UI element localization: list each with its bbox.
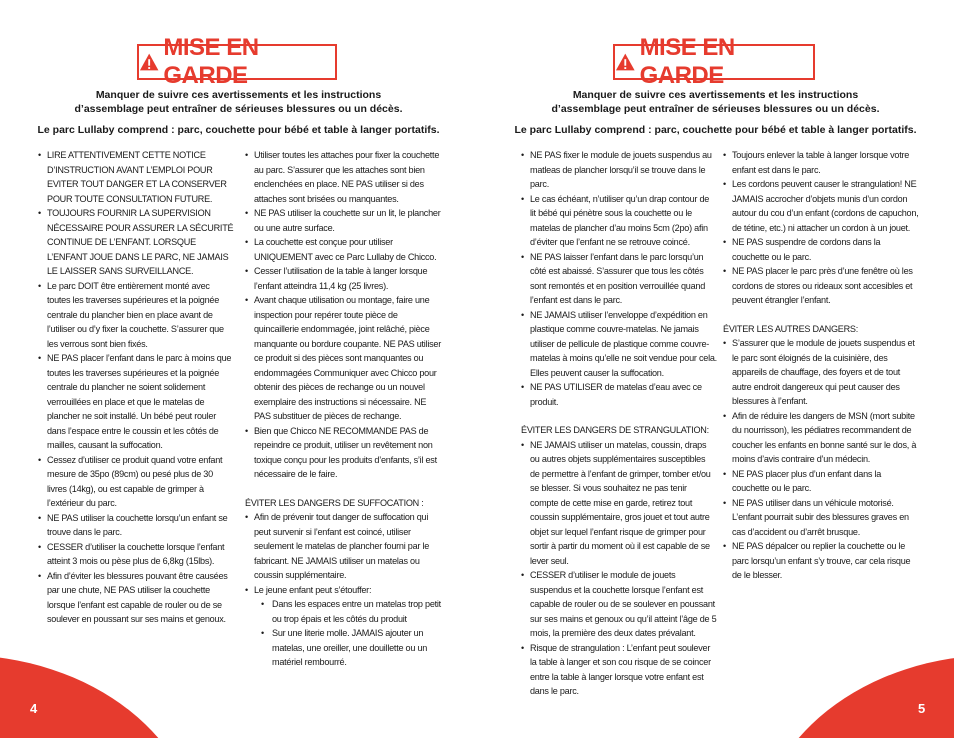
list-item: • NE PAS placer le parc près d’une fenêtre où les cordons de stores ou rideaux sont accesibles et peuvent étrangler l’enfant. [723,264,919,308]
list-item: • TOUJOURS FOURNIR LA SUPERVISION NÉCESSAIRE POUR ASSURER LA SÉCURITÉ CONTINUE DE L’ENFANT. LORSQUE L’ENFANT JOUE DANS LE PARC, NE JAMAIS LE LAISSER SANS SURVEILLANCE. [38,206,234,279]
sub-list-item: • Sur une literie molle. JAMAIS ajouter un matelas, une oreiller, une douillette ou un matériel rembourré. [261,626,441,670]
list-item: • Avant chaque utilisation ou montage, faire une inspection pour repérer toute pièce de quincaillerie endommagée, joint relâché, pièce manquante ou bordure coupante. NE PAS utiliser ce produit si des pièces sont manquantes ou endommagées Communiquer avec Chicco pour obtenir des pièces de rechange ou un nouvel exemplaire des instructions si nécessaire. NE PAS substituer de pièces de rechange. [245,293,441,424]
list-item: • NE PAS suspendre de cordons dans la couchette ou le parc. [723,235,919,264]
page-number: 5 [918,701,926,716]
list-item: • Toujours enlever la table à langer lorsque votre enfant est dans le parc. [723,148,919,177]
list-item: • Cessez d’utiliser ce produit quand votre enfant mesure de 35po (89cm) ou pesé plus de 30 livres (14kg), ou est capable de grimper à l’extérieur du parc. [38,453,234,511]
list-item: • Risque de strangulation : L’enfant peut soulever la table à langer et son cou risque de se coincer entre la table à langer lorsque votre enfant est dans le parc. [521,641,717,699]
list-item: • Les cordons peuvent causer le strangulation! NE JAMAIS accrocher d’objets munis d’un cordon autour du cou d’un enfant (cordons de capuchon, de tétine, etc.) ni attacher un cordon à un jouet. [723,177,919,235]
list-item: • Afin de réduire les dangers de MSN (mort subite du nourrisson), les pédiatres recommandent de coucher les enfants en bonne santé sur le dos, à moins d’avis contraire d’un médecin. [723,409,919,467]
list-item: • NE PAS placer plus d’un enfant dans la couchette ou le parc. [723,467,919,496]
warning-banner [137,34,337,89]
list-item: • Afin d’éviter les blessures pouvant être causées par une chute, NE PAS utiliser la couchette lorsque l’enfant est capable de rouler ou de se soulever en poussant sur ses mains et genoux. [38,569,234,627]
intro-line: Manquer de suivre ces avertissements et les instructions [95,89,382,101]
list-item: • NE PAS utiliser la couchette sur un lit, le plancher ou une autre surface. [245,206,441,235]
warning-triangle-icon [615,52,636,72]
list-item [245,583,441,670]
list-item: • Bien que Chicco NE RECOMMANDE PAS de repeindre ce produit, utiliser un revêtement non toxique conçu pour les produits d’enfants, s’il est nécessaire de le faire. [245,424,441,482]
section-heading: ÉVITER LES DANGERS DE SUFFOCATION : [245,497,424,508]
list-item: • Afin de prévenir tout danger de suffocation qui peut survenir si l’enfant est coincé, utiliser seulement le matelas de plancher fourni par le fabricant. NE JAMAIS utiliser un matelas ou coussin supplémentaire. [245,510,441,583]
list-item: • La couchette est conçue pour utiliser UNIQUEMENT avec ce Parc Lullaby de Chicco. [245,235,441,264]
intro-line: Manquer de suivre ces avertissements et les instructions [572,89,859,101]
list-item: • Le cas échéant, n’utiliser qu’un drap contour de lit bébé qui pénètre sous la couchette ou le matelas de plancher d’au moins 5cm (2po) afin d’éviter que l’enfant ne se retrouve coincé. [521,192,717,250]
list-item: • LIRE ATTENTIVEMENT CETTE NOTICE D’INSTRUCTION AVANT L’EMPLOI POUR EVITER TOUT DANGER ET LA CONSERVER POUR TOUTE CONSULTATION FUTURE. [38,148,234,206]
list-item: • CESSER d’utiliser le module de jouets suspendus et la couchette lorsque l’enfant est capable de rouler ou de se soulever en poussant sur ses mains et genoux ou qu’il atteint l’âge de 5 mois, la première des deux dates prévalant. [521,568,717,641]
list-item: • Le parc DOIT être entièrement monté avec toutes les traverses supérieures et la poignée centrale du plancher bien en place avant de l’utiliser ou d’y fixer la couchette. S’assurer que les verrous sont bien fixés. [38,279,234,352]
list-item: • NE PAS utiliser la couchette lorsqu’un enfant se trouve dans le parc. [38,511,234,540]
list-item: • NE PAS dépalcer ou replier la couchette ou le parc lorsqu’un enfant s’y trouve, car cela risque de le blesser. [723,539,919,583]
list-item-text: Le jeune enfant peut s’étouffer: [254,584,372,595]
list-item: • Cesser l’utilisation de la table à langer lorsque l’enfant atteindra 11,4 kg (25 livres). [245,264,441,293]
warning-banner [613,34,815,89]
list-item: • NE PAS UTILISER de matelas d’eau avec ce produit. [521,380,717,409]
section-heading: ÉVITER LES DANGERS DE STRANGULATION: [521,425,709,435]
list-item: • Utiliser toutes les attaches pour fixer la couchette au parc. S’assurer que les attaches sont bien enclenchées en place. NE PAS utiliser si des attaches sont brisées ou manquantes. [245,148,441,206]
intro-line: d’assemblage peut entraîner de sérieuses blessures ou un décès. [551,103,880,115]
list-item: • NE PAS fixer le module de jouets suspendus au matleas de plancher lorsqu’il se trouve dans le parc. [521,148,717,192]
list-item: • NE JAMAIS utiliser l’enveloppe d’expédition en plastique comme couvre-matelas. Ne jamais utiliser de pellicule de plastique comme couvre-matelas à moins qu’elle ne soit vendue pour cela. Elles peuvent causer la suffocation. [521,308,717,381]
section-heading: ÉVITER LES AUTRES DANGERS: [723,323,858,334]
list-item: • NE PAS placer l’enfant dans le parc à moins que toutes les traverses supérieures et la poignée centrale du plancher ne soient solidement verrouillées en place et que le matelas de plancher ne soit installé. Un bébé peut rouler dans l’espace entre le coussin et les côtés de mailles, causant la suffocation. [38,351,234,453]
list-item: • CESSER d’utiliser la couchette lorsque l’enfant atteint 3 mois ou pèse plus de 6,8kg (15lbs). [38,540,234,569]
intro-line: d’assemblage peut entraîner de sérieuses blessures ou un décès. [74,103,403,115]
page-right [477,0,954,738]
corner-decoration [757,655,954,738]
product-contents: Le parc Lullaby comprend : parc, couchette pour bébé et table à langer portatifs. [514,124,917,136]
warning-title: MISE EN GARDE [639,34,735,89]
left-column-2 [245,148,441,670]
left-column-1 [38,148,234,627]
list-item: • NE JAMAIS utiliser un matelas, coussin, draps ou autres objets supplémentaires susceptibles de permettre à l’enfant de grimper, tomber et/ou se blesser. Si vous souhaitez ne pas tenir compte de cette mise en garde, retirez tout coussin supplémentaire, gros jouet et tout autre objet sur lequel l’enfant risque de grimper pour sortir à partir du moment où il est capable de se lever seul. [521,438,717,569]
intro-warning [497,88,934,116]
page-number: 4 [30,701,38,716]
right-column-1 [521,148,717,699]
intro-warning [20,88,457,116]
warning-triangle-icon [139,52,159,72]
list-item: • S’assurer que le module de jouets suspendus et le parc sont éloignés de la cuisinière, des appareils de chauffage, des foyers et de tout autre endroit dangereux qui peut causer des blessures à l’enfant. [723,336,919,409]
list-item: • NE PAS laisser l’enfant dans le parc lorsqu’un côté est abaissé. S’assurer que tous les côtés sont remontés et en position verrouillée quand l’enfant est dans le parc. [521,250,717,308]
list-item: • NE PAS utiliser dans un véhicule motorisé. L’enfant pourrait subir des blessures graves en cas d’accident ou d’arrêt brusque. [723,496,919,540]
product-contents: Le parc Lullaby comprend : parc, couchette pour bébé et table à langer portatifs. [37,124,440,136]
right-column-2 [723,148,919,583]
warning-title: MISE EN GARDE [163,34,259,89]
sub-list-item: • Dans les espaces entre un matelas trop petit ou trop épais et les côtés du produit [261,597,441,626]
corner-decoration [0,655,200,738]
